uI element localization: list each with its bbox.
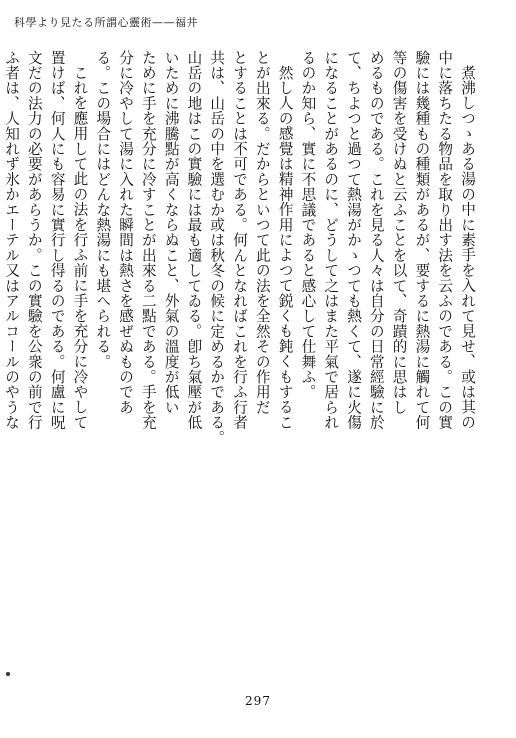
margin-dot-mark bbox=[6, 672, 10, 676]
text-column: る。この場合にはどんな熱湯にも堪へられる。 bbox=[94, 50, 112, 370]
text-column: 文だの法力の必要があらうか。この實驗を公衆の前で行 bbox=[25, 50, 43, 430]
text-column: とすることは不可である。何んとなればこれを行ふ行者 bbox=[231, 50, 249, 430]
text-column: 然し人の感覺は精神作用によつて鋭くも鈍くもするこ bbox=[276, 64, 294, 430]
text-column: いために沸騰點が高くならぬこと、外氣の溫度が低い bbox=[162, 50, 180, 415]
text-column: 驗には幾種もの種類があるが、要するに熱湯に觸れて何 bbox=[413, 50, 431, 430]
page-number: 297 bbox=[245, 694, 271, 708]
text-column: るのか知ら、實に不思議であると感心して仕舞ふ。 bbox=[299, 50, 317, 400]
text-column: 分に冷やして湯に入れた瞬間は熱さを感ぜぬものであ bbox=[117, 50, 135, 415]
text-column: とが出來る。だからといつて此の法を全然その作用だ bbox=[253, 50, 271, 415]
text-column: て、ちよつと過つて熱湯がかゝつても熱くて、遂に火傷 bbox=[345, 50, 363, 430]
text-column: 等の傷害を受けぬと云ふことを以て、奇蹟的に思はし bbox=[390, 50, 408, 415]
text-column: めるものである。これを見る人々は自分の日常經驗に於 bbox=[367, 50, 385, 430]
running-header bbox=[14, 14, 474, 30]
text-column: これを應用して此の法を行ふ前に手を充分に冷やして bbox=[71, 64, 89, 430]
text-column: ために手を充分に冷すことが出來る二點である。手を充 bbox=[139, 50, 157, 430]
text-column: 共は、山岳の中を選むか或は秋冬の候に定めるかである。 bbox=[208, 50, 226, 446]
text-column: になることがあるのに、どうして之はまた平氣で居られ bbox=[322, 50, 340, 430]
text-column: 置けば、何人にも容易に實行し得るのである。何盧に呪 bbox=[48, 50, 66, 430]
running-title: 科學より見たる所謂心靈術——福井 bbox=[14, 16, 198, 29]
text-column: 山岳の地はこの實驗には最も適してゐる。卽ち氣壓が低 bbox=[185, 50, 203, 430]
vertical-body-text bbox=[3, 50, 478, 680]
text-column: ふ者は、人知れず氷かエーテル又はアルコールのやうな bbox=[3, 50, 21, 430]
text-column: 中に落ちたる物品を取り出す法を云ふのである。この實 bbox=[436, 50, 454, 430]
text-column: 煮沸しつゝある湯の中に素手を入れて見せ、或は其の bbox=[459, 64, 476, 430]
